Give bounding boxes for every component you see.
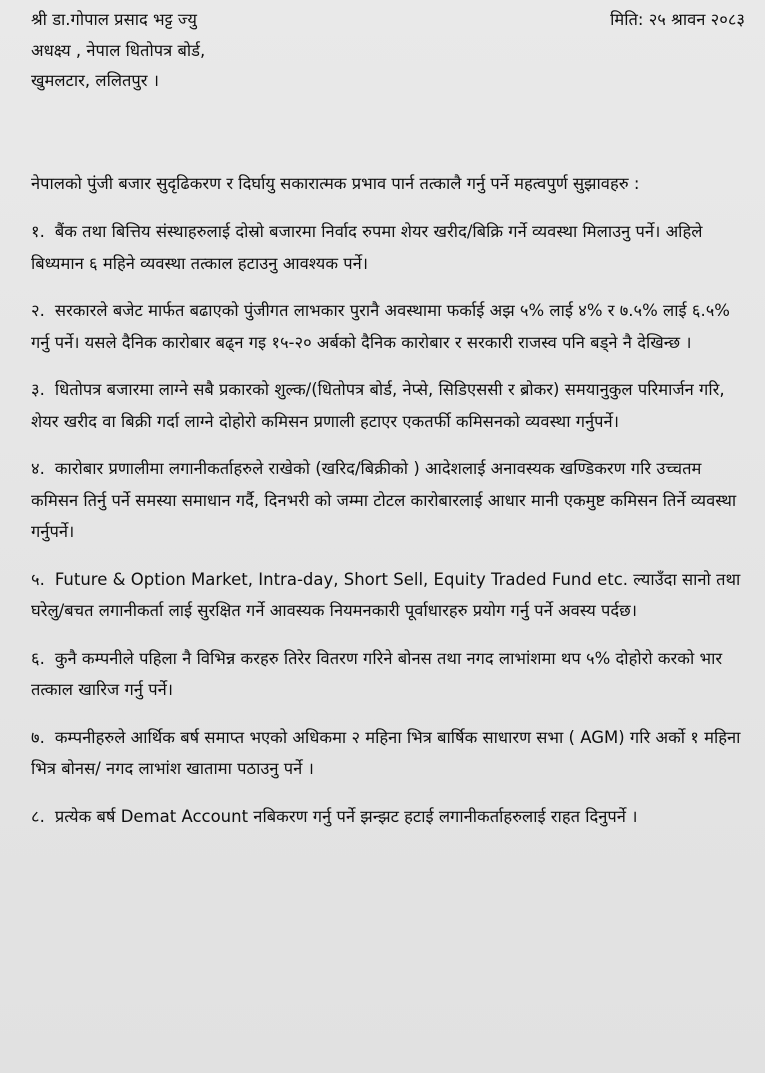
suggestion-item xyxy=(31,643,745,706)
suggestion-list xyxy=(31,216,745,832)
recipient-name: श्री डा.गोपाल प्रसाद भट्ट ज्यु xyxy=(31,10,197,29)
letter-date: मिति: २५ श्रावन २०८३ xyxy=(610,10,745,29)
letter-header xyxy=(31,5,745,115)
suggestion-item xyxy=(31,374,745,437)
suggestion-number: ५. xyxy=(31,569,45,589)
suggestion-item xyxy=(31,722,745,785)
suggestion-item xyxy=(31,564,745,627)
suggestion-item xyxy=(31,295,745,358)
suggestion-item xyxy=(31,216,745,279)
suggestion-number: ४. xyxy=(31,459,45,478)
suggestion-text: कुनै कम्पनीले पहिला नै विभिन्न करहरु तिरेर वितरण गरिने बोनस तथा नगद लाभांशमा थप ५% दोहोरो करको भार तत्काल खारिज गर्नु पर्ने। xyxy=(31,648,723,699)
recipient-title: अधक्ष्य , नेपाल धितोपत्र बोर्ड, xyxy=(31,40,206,60)
suggestion-item xyxy=(31,453,745,548)
letter-intro: नेपालको पुंजी बजार सुदृढिकरण र दिर्घायु सकारात्मक प्रभाव पार्न तत्कालै गर्नु पर्ने महत्वपुर्ण सुझावहरु : xyxy=(31,174,640,193)
suggestion-text: Future & Option Market, Intra-day, Short Sell, Equity Traded Fund etc. ल्याउँदा सानो तथा घरेलु/बचत लगानीकर्ता लाई सुरक्षित गर्ने आवस्यक नियमनकारी पूर्वाधारहरु प्रयोग गर्नु पर्ने अवस्य पर्दछ। xyxy=(31,569,741,620)
suggestion-number: ६. xyxy=(31,648,45,668)
recipient-location: खुमलटार, ललितपुर । xyxy=(31,71,160,90)
suggestion-number: १. xyxy=(31,222,45,241)
suggestion-text: धितोपत्र बजारमा लाग्ने सबै प्रकारको शुल्क/(धितोपत्र बोर्ड, नेप्से, सिडिएससी र ब्रोकर) समयानुकुल परिमार्जन गरि, शेयर खरीद वा बिक्री गर्दा लाग्ने दोहोरो कमिसन प्रणाली हटाएर एकतर्फी कमिसनको व्यवस्था गर्नुपर्ने। xyxy=(31,380,725,431)
suggestion-number: २. xyxy=(31,301,45,320)
suggestion-number: ८. xyxy=(31,806,45,826)
suggestion-item xyxy=(31,801,745,833)
suggestion-text: कारोबार प्रणालीमा लगानीकर्ताहरुले राखेको (खरिद/बिक्रीको ) आदेशलाई अनावस्यक खण्डिकरण गरि उच्चतम कमिसन तिर्नु पर्ने समस्या समाधान गर्दै, दिनभरी को जम्मा टोटल कारोबारलाई आधार मानी एकमुष्ट कमिसन तिर्ने व्यवस्था गर्नुपर्ने। xyxy=(31,459,737,541)
suggestion-text: बैंक तथा बित्तिय संस्थाहरुलाई दोस्रो बजारमा निर्वाद रुपमा शेयर खरीद/बिक्रि गर्ने व्यवस्था मिलाउनु पर्ने। अहिले बिध्यमान ६ महिने व्यवस्था तत्काल हटाउनु आवश्यक पर्ने। xyxy=(31,222,703,273)
suggestion-text: सरकारले बजेट मार्फत बढाएको पुंजीगत लाभकार पुरानै अवस्थामा फर्काई अझ ५% लाई ४% र ७.५% लाई ६.५% गर्नु पर्ने। यसले दैनिक कारोबार बढ्न गइ १५-२० अर्बको दैनिक कारोबार र सरकारी राजस्व पनि बड्ने नै देखिन्छ । xyxy=(31,301,730,352)
suggestion-number: ३. xyxy=(31,380,45,399)
suggestion-text: कम्पनीहरुले आर्थिक बर्ष समाप्त भएको अधिकमा २ महिना भित्र बार्षिक साधारण सभा ( AGM) गरि अर्को १ महिना भित्र बोनस/ नगद लाभांश खातामा पठाउनु पर्ने । xyxy=(31,727,741,778)
suggestion-number: ७. xyxy=(31,727,45,747)
suggestion-text: प्रत्येक बर्ष Demat Account नबिकरण गर्नु पर्ने झन्झट हटाई लगानीकर्ताहरुलाई राहत दिनुपर्ने । xyxy=(54,806,638,826)
